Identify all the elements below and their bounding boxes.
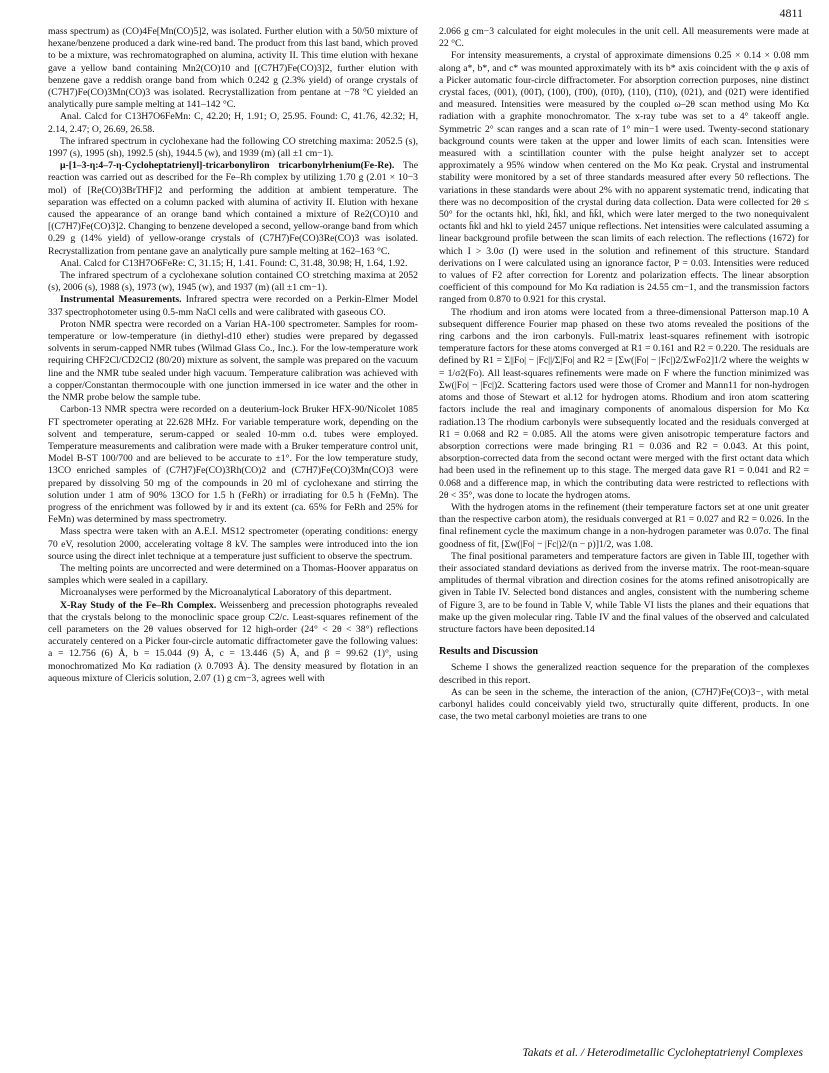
paragraph: The infrared spectrum in cyclohexane had the following CO stretching maxima: 2052.5 (s), 1997 (s), 1995 (sh), 1992.5 (sh), 1944.5 (w), and 1939 (m) (all ±1 cm−1). bbox=[48, 135, 418, 160]
paragraph: The melting points are uncorrected and were determined on a Thomas-Hoover apparatus on samples which were sealed in a capillary. bbox=[48, 562, 418, 587]
run-in-heading: Instrumental Measurements. bbox=[60, 294, 182, 306]
paragraph: Anal. Calcd for C13H7O6FeMn: C, 42.20; H, 1.91; O, 25.95. Found: C, 41.76, 42.32; H, 2.14, 2.47; O, 26.69, 26.58. bbox=[48, 111, 418, 135]
page-number: 4811 bbox=[779, 6, 803, 20]
paragraph bbox=[48, 600, 418, 685]
paragraph: Proton NMR spectra were recorded on a Varian HA-100 spectrometer. Samples for room-temperature or low-temperature (in diethyl-d10 ether) studies were prepared by degassed solvents in serum-capped NMR tubes (Wilmad Glass Co., Inc.). For the low-temperature work requiring CHF2Cl/CD2Cl2 (80/20) mixture as solvent, the sample was prepared on the vacuum line and the NMR tube sealed under high vacuum. Temperature calibration was achieved with a copper/Constantan thermocouple with one junction immersed in ice water and the other in the NMR probe below the sample tube. bbox=[48, 318, 418, 404]
section-heading: Results and Discussion bbox=[439, 646, 539, 658]
left-column bbox=[48, 26, 418, 685]
paragraph: Anal. Calcd for C13H7O6FeRe: C, 31.15; H, 1.41. Found: C, 31.48, 30.98; H, 1.64, 1.92. bbox=[60, 257, 408, 269]
compound-heading: μ-[1–3-η:4–7-η-Cycloheptatrienyl]-tricarbonyliron tricarbonylrhenium(Fe-Re). bbox=[60, 160, 395, 172]
paragraph: The final positional parameters and temperature factors are given in Table III, together with their associated standard deviations as derived from the inverse matrix. The root-mean-square amplitudes of thermal vibration and direction cosines for the atoms refined anisotropically are given in Table IV. Selected bond distances and angles, consistent with the numbering scheme of Figure 3, are to be found in Table V, while Table VI lists the planes and their equations that make up the given molecular ring. Table IV and the final values of the observed and calculated structure factors have been deposited.14 bbox=[439, 550, 809, 635]
paragraph: The rhodium and iron atoms were located from a three-dimensional Patterson map.10 A subsequent difference Fourier map phased on these two atoms revealed the positions of the ring carbons and the iron carbonyls. Full-matrix least-squares refinement with isotropic temperature factors for these atoms converged at R1 = 0.161 and R2 = 0.220. The residuals are defined by R1 = Σ||Fo| − |Fc||/Σ|Fo| and R2 = [Σw(|Fo| − |Fc|)2/ΣwFo2]1/2 where the weights w = 1/σ2(Fo). All least-squares refinements were made on F where the function minimized was Σw(|Fo| − |Fc|)2. Scattering factors used were those of Cromer and Mann11 for non-hydrogen atoms and those of Stewart et al.12 for hydrogen atoms. Rhodium and iron atom scattering factors include the real and imaginary components of anomalous dispersion for Mo Kα radiation.13 The rhodium carbonyls were subsequently located and the residuals converged at R1 = 0.068 and R2 = 0.085. All the atoms were given anisotropic temperature factors and absorption corrections were made bringing R1 = 0.036 and R2 = 0.043. At this point, absorption-corrected data from the second octant were merged with the first octant data which had been used in the refinement up to this stage. The merged data gave R1 = 0.041 and R2 = 0.068 and a difference map, in which the contributing data were restricted to reflections with 2θ < 35°, was done to locate the hydrogen atoms. bbox=[439, 306, 809, 501]
paragraph: As can be seen in the scheme, the interaction of the anion, (C7H7)Fe(CO)3−, with metal carbonyl halides could conceivably yield two, structurally quite different, products. In one case, the two metal carbonyl moieties are trans to one bbox=[439, 686, 809, 723]
paragraph: mass spectrum) as (CO)4Fe[Mn(CO)5]2, was isolated. Further elution with a 50/50 mixture of hexane/benzene produced a dark wine-red band. The product from this last band, which proved to be a mixture, was rechromatographed on alumina, activity II. This time elution with hexane gave a yellow band containing Mn2(CO)10 and [(C7H7)Fe(CO)3]2, further elution with benzene gave a reddish orange band from which 0.242 g (2.3% yield) of orange crystals of (C7H7)Fe(CO)3Mn(CO)3 was isolated. Recrystallization from pentane at −78 °C yielded an analytically pure sample melting at 141–142 °C. bbox=[48, 26, 418, 111]
paragraph bbox=[48, 160, 418, 258]
paragraph: Scheme I shows the generalized reaction sequence for the preparation of the complexes described in this report. bbox=[439, 662, 809, 686]
run-in-heading: X-Ray Study of the Fe–Rh Complex. bbox=[60, 599, 217, 611]
paragraph: With the hydrogen atoms in the refinement (their temperature factors set at one unit greater than the respective carbon atom), the residuals converged at R1 = 0.027 and R2 = 0.026. In the final refinement cycle the maximum change in a non-hydrogen parameter was 0.07σ. The final goodness of fit, [Σw(|Fo| − |Fc|)2/(n − p)]1/2, was 1.08. bbox=[439, 501, 809, 550]
paragraph-body: Infrared spectra were recorded on a Perkin-Elmer Model 337 spectrophotometer using 0.5-mm NaCl cells and were calibrated with gaseous CO. bbox=[48, 294, 419, 318]
paragraph: Mass spectra were taken with an A.E.I. MS12 spectrometer (operating conditions: energy 70 eV, resolution 2000, accelerating voltage 8 kV. The samples were introduced into the ion source using the direct inlet technique at a temperature just sufficient to observe the spectrum. bbox=[48, 526, 418, 562]
paragraph: Microanalyses were performed by the Microanalytical Laboratory of this department. bbox=[60, 587, 392, 599]
paragraph: Carbon-13 NMR spectra were recorded on a deuterium-lock Bruker HFX-90/Nicolet 1085 FT spectrometer operating at 22.628 MHz. For variable temperature work, depending on the solvent and temperature, serum-capped or sealed 10-mm o.d. tubes were employed. Temperature measurements and calibration were made with a Bruker temperature control unit, Model B-ST 100/700 and are believed to be accurate to ±1°. For the low temperature study, 13CO enriched samples of (C7H7)Fe(CO)3Rh(CO)2 and (C7H7)Fe(CO)3Mn(CO)3 were prepared by dissolving 50 mg of the compounds in 20 ml of cyclohexane and stirring the solution under 1 atm of 90% 13CO for 1.5 h (FeRh) or irradiating for 0.5 h (FeMn). The progress of the enrichment was followed by ir and its extent (ca. 65% for FeRh and 25% for FeMn) was determined by mass spectrometry. bbox=[48, 404, 418, 526]
paragraph: For intensity measurements, a crystal of approximate dimensions 0.25 × 0.14 × 0.08 mm along a*, b*, and c* was mounted approximately with its b* axis coincident with the φ axis of a Picker automatic four-circle diffractometer. For absorption correction purposes, nine distinct crystal faces, (001), (001̄), (100), (1̄00), (01̄0), (110), (1̄10), (021), and (021̄) were identified and measured. Intensities were measured by the coupled ω–2θ scan method using Mo Kα radiation with a graphite monochromator. The x-ray tube was set to a 4° takeoff angle. Symmetric 2° scan ranges and a scan rate of 1° min−1 were used. Twenty-second stationary background counts were taken at the upper and lower limits of each scan. Intensities were measured with a scintillation counter with the pulse height analyzer set to accept approximately a 95% window when centered on the Mo Kα peak. Crystal and instrumental stability were monitored by a set of three standards measured after every 50 reflections. The variations in these standards were about 2% with no apparent systematic trend, indicating that there was no decomposition of the crystal during data collection. Data were collected for 2θ ≤ 50° for the octants hkl, hk̄l, h̄kl, and h̄k̄l, which were later merged to the two nonequivalent octants h̄kl and hkl to yield 2457 unique reflections. Net intensities were calculated assuming a linear background profile between the scan limits of each relection. The reflections (1672) for which I > 3.0σ (I) were used in the solution and refinement of this structure. Standard derivations on I were calculated using an ignorance factor, P = 0.03. Intensities were reduced to values of F2 after correction for Lorentz and polarization effects. The linear absorption coefficient of this compound for Mo Kα radiation is 24.55 cm−1, and the transmission factors ranged from 0.870 to 0.921 for this crystal. bbox=[439, 50, 809, 306]
right-column bbox=[439, 26, 809, 723]
paragraph: The infrared spectrum of a cyclohexane solution contained CO stretching maxima at 2052 (s), 2006 (s), 1988 (s), 1973 (w), 1945 (w), and 1937 (m) (all ±1 cm−1). bbox=[48, 270, 418, 294]
paragraph bbox=[48, 294, 418, 318]
paragraph-body: Weissenberg and precession photographs revealed that the crystals belong to the monoclinic space group C2/c. Least-squares refinement of the cell parameters on the 2θ values observed for 12 high-order (24° < 2θ < 38°) reflections accurately centered on a Picker four-circle automatic diffractometer gave the following values: a = 12.756 (6) Å, b = 15.044 (9) Å, c = 13.446 (5) Å, and β = 99.62 (1)°, using monochromatized Mo Kα radiation (λ 0.7093 Å). The density measured by flotation in an aqueous mixture of Clericis solution, 2.07 (1) g cm−3, agrees well with bbox=[48, 599, 419, 684]
running-footer: Takats et al. / Heterodimetallic Cycloheptatrienyl Complexes bbox=[522, 1047, 803, 1059]
paragraph: 2.066 g cm−3 calculated for eight molecules in the unit cell. All measurements were made at 22 °C. bbox=[439, 26, 809, 50]
paragraph-body: The reaction was carried out as described for the Fe–Rh complex by utilizing 1.70 g (2.01 × 10−3 mol) of [Re(CO)3BrTHF]2 and performing the addition at ambient temperature. The separation was effected on a column packed with alumina of activity II. Elution with hexane caused the appearance of an orange band which contained a mixture of Re2(CO)10 and [(C7H7)Fe(CO)3]2. Changing to benzene developed a second, yellow-orange band from which 0.29 g (14% yield) of yellow-orange crystals of (C7H7)Fe(CO)3Re(CO)3 was isolated. Recrystallization from pentane gave an analytically pure sample melting at 162–163 °C. bbox=[48, 160, 418, 257]
